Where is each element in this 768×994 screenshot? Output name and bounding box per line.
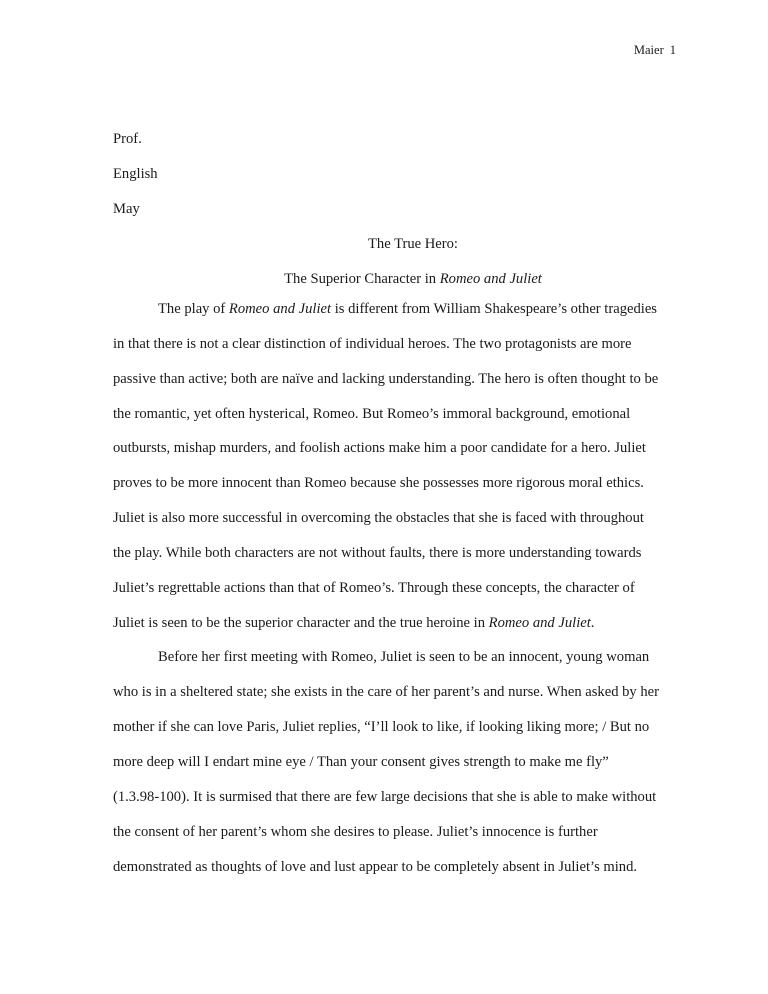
- running-header: [634, 43, 676, 58]
- text-run: is different from William Shakespeare’s other tragedies: [331, 301, 657, 317]
- paragraph-line: [113, 780, 678, 815]
- text-run: who is in a sheltered state; she exists in the care of her parent’s and nurse. When asked by her: [113, 684, 660, 701]
- paragraph-line: [113, 466, 678, 501]
- title-line-2-italic: Romeo and Juliet: [439, 270, 542, 287]
- italic-title-text: Romeo and Juliet: [228, 301, 332, 317]
- paragraph-line: [113, 606, 678, 641]
- header-page-number: 1: [669, 43, 676, 57]
- essay-body: [113, 292, 678, 884]
- heading-professor: Prof.: [113, 131, 142, 147]
- text-run: mother if she can love Paris, Juliet replies, “I’ll look to like, if looking liking more; / But no: [113, 719, 650, 736]
- paragraph: [113, 292, 678, 640]
- text-run: outbursts, mishap murders, and foolish actions make him a poor candidate for a hero. Juliet: [113, 440, 646, 457]
- text-run: Before her first meeting with Romeo, Juliet is seen to be an innocent, young woman: [158, 649, 650, 666]
- mla-heading: [113, 122, 683, 296]
- text-run: demonstrated as thoughts of love and lust appear to be completely absent in Juliet’s mind.: [113, 858, 638, 875]
- text-run: passive than active; both are naïve and lacking understanding. The hero is often thought to be: [113, 370, 659, 387]
- italic-title-text: Romeo and Juliet: [488, 614, 591, 631]
- paragraph-line: [113, 501, 678, 536]
- paragraph-line: [113, 397, 678, 432]
- paragraph-line: [113, 571, 678, 606]
- text-run: (1.3.98-100). It is surmised that there are few large decisions that she is able to make without: [113, 788, 657, 805]
- paragraph-line: [113, 431, 678, 466]
- text-run: proves to be more innocent than Romeo because she possesses more rigorous moral ethics.: [113, 475, 644, 492]
- paragraph-line: [113, 292, 678, 327]
- text-run: The play of: [158, 301, 229, 317]
- text-run: Juliet is seen to be the superior character and the true heroine in: [113, 614, 489, 631]
- text-run: more deep will I endart mine eye / Than your consent gives strength to make me fly”: [113, 753, 609, 770]
- heading-date: May: [113, 200, 140, 217]
- header-surname: Maier: [633, 43, 664, 57]
- paragraph-line: [113, 536, 678, 571]
- paragraph-line: [113, 327, 678, 362]
- text-run: Juliet is also more successful in overcoming the obstacles that she is faced with throughout: [113, 510, 644, 527]
- paragraph: [113, 640, 678, 884]
- paragraph-line: [113, 850, 678, 885]
- heading-course: English: [113, 165, 158, 182]
- text-run: the romantic, yet often hysterical, Romeo. But Romeo’s immoral background, emotional: [113, 405, 631, 422]
- text-run: Juliet’s regrettable actions than that of Romeo’s. Through these concepts, the character of: [113, 579, 635, 596]
- text-run: the consent of her parent’s whom she desires to please. Juliet’s innocence is further: [113, 823, 598, 840]
- title-line-1: The True Hero:: [368, 235, 458, 252]
- text-run: the play. While both characters are not without faults, there is more understanding towards: [113, 544, 642, 561]
- paragraph-line: [113, 675, 678, 710]
- title-line-2-prefix: The Superior Character in: [284, 270, 440, 287]
- paragraph-line: [113, 815, 678, 850]
- paragraph-line: [113, 710, 678, 745]
- paragraph-line: [113, 362, 678, 397]
- text-run: in that there is not a clear distinction of individual heroes. The two protagonists are more: [113, 335, 632, 352]
- text-run: .: [590, 614, 595, 631]
- paragraph-line: [113, 745, 678, 780]
- paragraph-line: [113, 640, 678, 675]
